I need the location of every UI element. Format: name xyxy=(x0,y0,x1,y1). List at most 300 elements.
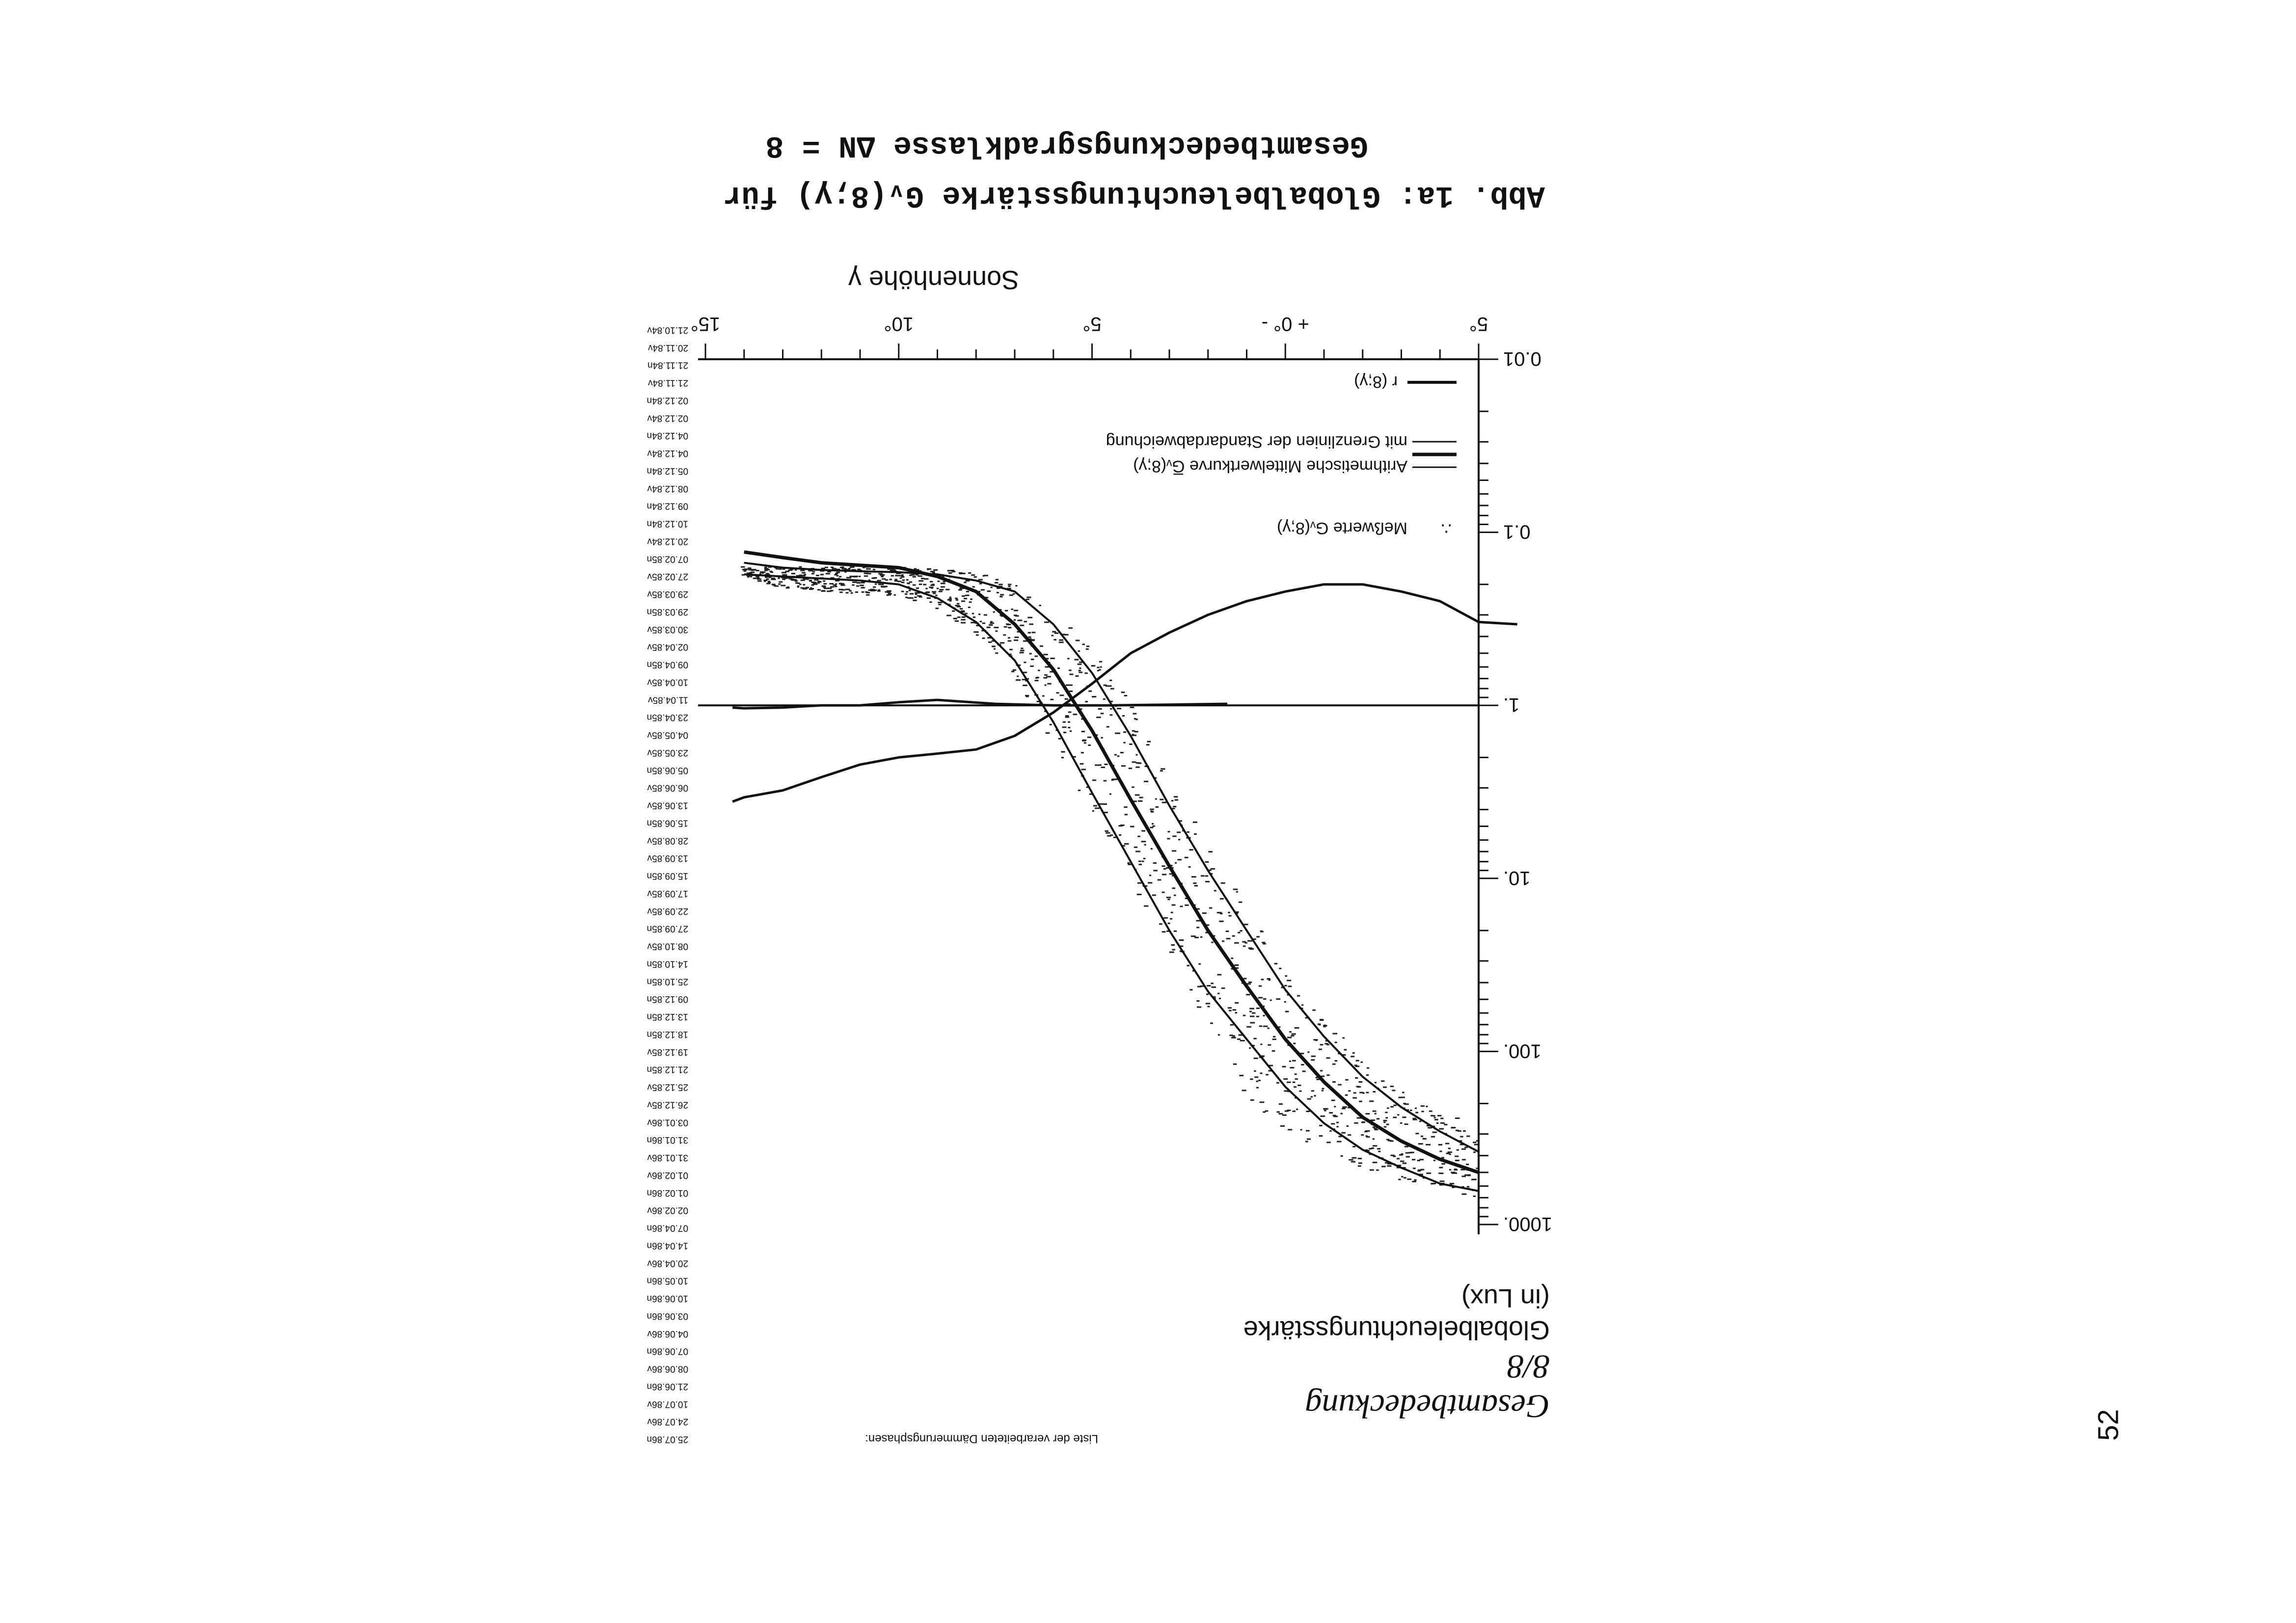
measured-value-point xyxy=(1068,712,1072,713)
panel-title: Gesamtbedeckung xyxy=(1305,1388,1550,1425)
measured-value-point xyxy=(1413,1168,1415,1169)
measured-value-point xyxy=(853,576,857,578)
measured-value-point xyxy=(877,590,881,592)
series-line-2 xyxy=(744,563,1479,1152)
measured-value-point xyxy=(1242,1090,1246,1091)
measured-value-point xyxy=(1253,1038,1256,1039)
measured-value-point xyxy=(750,576,753,577)
measured-value-point xyxy=(1099,764,1102,766)
measured-value-point xyxy=(1385,1112,1387,1113)
measured-value-point xyxy=(1476,1140,1478,1142)
measured-value-point xyxy=(1230,1024,1234,1026)
measured-value-point xyxy=(885,579,888,581)
measured-value-point xyxy=(1332,1033,1337,1035)
phase-list-item: 13.06.85v xyxy=(647,800,688,811)
measured-value-point xyxy=(839,576,841,578)
measured-value-point xyxy=(1274,963,1277,964)
measured-value-point xyxy=(956,599,958,601)
measured-value-point xyxy=(1361,1121,1365,1123)
measured-value-point xyxy=(1376,1170,1379,1171)
measured-value-point xyxy=(1135,767,1140,768)
measured-value-point xyxy=(1081,731,1085,732)
measured-value-point xyxy=(1312,1010,1316,1011)
measured-value-point xyxy=(1311,1056,1316,1057)
measured-value-point xyxy=(1000,642,1004,643)
measured-value-point xyxy=(990,622,994,624)
measured-value-point xyxy=(1172,850,1176,851)
measured-value-point xyxy=(1110,708,1112,710)
measured-value-point xyxy=(1092,696,1096,697)
measured-value-point xyxy=(1135,851,1140,852)
measured-value-point xyxy=(862,591,864,593)
measured-value-point xyxy=(1421,1105,1425,1107)
measured-value-point xyxy=(1136,762,1140,764)
measured-value-point xyxy=(1383,1120,1387,1121)
measured-value-point xyxy=(743,570,746,572)
measured-value-point xyxy=(823,583,827,585)
measured-value-point xyxy=(1117,708,1121,709)
measured-value-point xyxy=(1011,671,1014,672)
measured-value-point xyxy=(1405,1152,1409,1154)
measured-value-point xyxy=(773,584,776,585)
measured-value-point xyxy=(1256,1016,1259,1017)
measured-value-point xyxy=(1375,1113,1377,1115)
measured-value-point xyxy=(1474,1144,1478,1145)
measured-value-point xyxy=(1433,1160,1435,1161)
measured-value-point xyxy=(1052,631,1056,633)
measured-value-point xyxy=(901,591,904,592)
measured-value-point xyxy=(987,590,991,592)
measured-value-point xyxy=(1361,1134,1364,1136)
phase-list-item: 14.04.86n xyxy=(647,1240,688,1251)
measured-value-point xyxy=(1439,1150,1442,1152)
measured-value-point xyxy=(1432,1183,1436,1184)
measured-value-point xyxy=(850,566,855,568)
measured-value-point xyxy=(1106,685,1108,687)
measured-value-point xyxy=(799,584,801,585)
phase-list-item: 20.11.84v xyxy=(648,342,688,353)
measured-value-point xyxy=(1273,1036,1275,1038)
measured-value-point xyxy=(1134,731,1138,732)
measured-value-point xyxy=(1301,1064,1304,1065)
phase-list-item: 13.12.85n xyxy=(647,1011,688,1022)
measured-value-point xyxy=(1342,1037,1345,1038)
measured-value-point xyxy=(971,574,975,576)
measured-value-point xyxy=(1082,643,1085,645)
phase-list-item: 03.06.86n xyxy=(647,1310,688,1321)
measured-value-point xyxy=(1320,1116,1325,1117)
measured-value-point xyxy=(1005,610,1008,612)
measured-value-point xyxy=(1307,1138,1311,1140)
phase-list-item: 02.12.84v xyxy=(647,413,688,424)
measured-value-point xyxy=(1079,667,1081,669)
phase-list-item: 13.09.85v xyxy=(647,853,688,864)
measured-value-point xyxy=(1344,1049,1347,1050)
measured-value-point xyxy=(990,621,993,622)
measured-value-point xyxy=(1314,1095,1316,1096)
measured-value-point xyxy=(1193,882,1196,884)
measured-value-point xyxy=(1091,665,1096,666)
measured-value-point xyxy=(1179,939,1184,941)
measured-value-point xyxy=(1196,1000,1199,1002)
measured-value-point xyxy=(1440,1117,1443,1119)
phase-list-item: 21.11.84v xyxy=(648,377,688,388)
measured-value-point xyxy=(1013,669,1016,671)
measured-value-point xyxy=(1326,1057,1330,1059)
measured-value-point xyxy=(1288,1129,1292,1130)
measured-value-point xyxy=(1467,1186,1469,1188)
measured-value-point xyxy=(1440,1122,1445,1124)
measured-value-point xyxy=(969,601,972,603)
measured-value-point xyxy=(1109,714,1112,716)
measured-value-point xyxy=(1295,1027,1299,1029)
phase-list-item: 05.12.84n xyxy=(647,466,688,476)
phase-list-item: 10.06.86n xyxy=(647,1293,688,1304)
measured-value-point xyxy=(1402,1117,1406,1118)
measured-value-point xyxy=(1017,620,1022,621)
measured-value-point xyxy=(1287,1082,1291,1083)
measured-value-point xyxy=(1085,701,1088,702)
phase-list-item: 10.05.86n xyxy=(647,1276,688,1286)
measured-value-point xyxy=(1095,765,1100,766)
measured-value-point xyxy=(1171,944,1175,946)
measured-value-point xyxy=(1291,1035,1294,1037)
measured-value-point xyxy=(782,579,785,580)
measured-value-point xyxy=(1235,1012,1238,1013)
measured-value-point xyxy=(923,584,926,585)
measured-value-point xyxy=(1305,1141,1308,1143)
measured-value-point xyxy=(1124,806,1127,808)
measured-value-point xyxy=(823,580,825,582)
measured-value-point xyxy=(1180,905,1183,907)
measured-value-point xyxy=(1358,1158,1362,1159)
measured-value-point xyxy=(1319,1049,1322,1050)
phase-list-item: 21.10.84v xyxy=(647,325,688,335)
measured-value-point xyxy=(1027,617,1032,618)
measured-value-point xyxy=(817,589,821,590)
measured-value-point xyxy=(906,591,908,593)
measured-value-point xyxy=(1014,619,1016,621)
measured-value-point xyxy=(1295,1073,1297,1075)
measured-value-point xyxy=(1103,698,1106,700)
measured-value-point xyxy=(1060,694,1064,696)
measured-value-point xyxy=(919,596,922,598)
measured-value-point xyxy=(1259,1025,1263,1027)
measured-value-point xyxy=(1008,585,1010,587)
measured-value-point xyxy=(838,589,843,590)
measured-value-point xyxy=(1113,837,1116,838)
measured-value-point xyxy=(1095,807,1100,809)
measured-value-point xyxy=(1162,931,1166,932)
measured-value-point xyxy=(914,596,917,598)
measured-value-point xyxy=(930,581,933,583)
measured-value-point xyxy=(1434,1119,1438,1120)
measured-value-point xyxy=(1342,1106,1347,1108)
measured-value-point xyxy=(833,585,837,586)
measured-value-point xyxy=(873,586,876,588)
measured-value-point xyxy=(1276,998,1280,1000)
measured-value-point xyxy=(1141,841,1146,842)
measured-value-point xyxy=(1240,1040,1245,1041)
measured-value-point xyxy=(1111,779,1114,781)
measured-value-point xyxy=(791,573,795,574)
phase-list-item: 23.05.85v xyxy=(647,747,688,758)
measured-value-point xyxy=(846,592,849,593)
measured-value-point xyxy=(1068,721,1070,723)
measured-value-point xyxy=(1016,679,1021,681)
measured-value-point xyxy=(1211,942,1213,943)
measured-value-point xyxy=(964,598,967,599)
measured-value-point xyxy=(1260,931,1263,932)
phase-list-item: 31.01.86n xyxy=(647,1135,688,1145)
measured-value-point xyxy=(1276,1082,1279,1084)
measured-value-point xyxy=(1356,1060,1359,1062)
measured-value-point xyxy=(1008,584,1011,585)
measured-value-point xyxy=(1451,1171,1455,1173)
measured-value-point xyxy=(1167,899,1170,900)
measured-value-point xyxy=(891,575,894,577)
measured-value-point xyxy=(748,567,751,569)
measured-value-point xyxy=(1102,803,1107,805)
measured-value-point xyxy=(1078,790,1080,791)
measured-value-point xyxy=(1449,1154,1451,1155)
measured-value-point xyxy=(866,568,871,570)
measured-value-point xyxy=(1174,796,1178,798)
measured-value-point xyxy=(1226,931,1229,932)
measured-value-point xyxy=(997,592,999,593)
measured-value-point xyxy=(1408,1152,1412,1153)
measured-value-point xyxy=(1062,726,1067,728)
measured-value-point xyxy=(1386,1124,1389,1125)
measured-value-point xyxy=(961,619,966,620)
measured-value-point xyxy=(1134,718,1136,719)
phase-list-item: 30.03.85v xyxy=(647,624,688,635)
series-line-1 xyxy=(744,552,1479,1172)
measured-value-point xyxy=(968,572,971,574)
measured-value-point xyxy=(1020,652,1024,653)
measured-value-point xyxy=(1242,941,1246,943)
measured-value-point xyxy=(1124,843,1129,845)
measured-value-point xyxy=(1101,767,1105,768)
measured-value-point xyxy=(1171,800,1173,801)
phase-list-item: 27.09.85n xyxy=(647,923,688,934)
measured-value-point xyxy=(1218,1034,1220,1036)
measured-value-point xyxy=(1079,670,1081,671)
phase-list-item: 19.12.85v xyxy=(647,1046,688,1057)
measured-value-point xyxy=(1473,1142,1476,1143)
measured-value-point xyxy=(802,572,804,574)
measured-value-point xyxy=(826,573,830,574)
measured-value-point xyxy=(1054,633,1058,634)
measured-value-point xyxy=(866,573,871,574)
phase-list-item: 08.12.84v xyxy=(647,483,688,494)
measured-value-point xyxy=(1063,732,1066,733)
phase-list-item: 04.05.85v xyxy=(647,730,688,741)
measured-values-scatter xyxy=(741,566,1479,1197)
measured-value-point xyxy=(1250,1099,1254,1101)
measured-value-point xyxy=(921,578,924,579)
measured-value-point xyxy=(1219,921,1223,922)
measured-value-point xyxy=(1068,627,1073,629)
measured-value-point xyxy=(1167,838,1170,839)
measured-value-point xyxy=(1289,1031,1292,1033)
measured-value-point xyxy=(953,618,957,619)
measured-value-point xyxy=(1355,1065,1359,1067)
measured-value-point xyxy=(799,575,803,576)
measured-value-point xyxy=(1109,680,1112,681)
measured-value-point xyxy=(983,575,985,577)
measured-value-point xyxy=(1234,942,1239,944)
measured-value-point xyxy=(1129,744,1133,745)
measured-value-point xyxy=(1462,1159,1466,1160)
measured-value-point xyxy=(1163,868,1166,870)
measured-value-point xyxy=(1256,1008,1260,1009)
measured-value-point xyxy=(1078,664,1082,665)
y-axis-title-line-2: (in Lux) xyxy=(1461,1283,1550,1313)
measured-value-point xyxy=(1023,685,1027,686)
series-lines xyxy=(732,552,1520,1191)
measured-value-point xyxy=(1221,987,1225,989)
measured-value-point xyxy=(769,571,772,572)
measured-value-point xyxy=(937,588,939,589)
measured-value-point xyxy=(1029,623,1033,625)
measured-value-point xyxy=(1046,732,1050,734)
measured-value-point xyxy=(1228,1007,1232,1009)
measured-value-point xyxy=(782,574,787,576)
measured-value-point xyxy=(816,575,819,576)
measured-value-point xyxy=(1098,708,1102,710)
measured-value-point xyxy=(779,581,783,583)
phase-list-item: 10.12.84n xyxy=(647,518,688,529)
measured-value-point xyxy=(972,613,974,614)
measured-value-point xyxy=(1441,1163,1445,1165)
measured-value-point xyxy=(1237,1038,1241,1040)
measured-value-point xyxy=(1087,737,1091,738)
measured-value-point xyxy=(1159,923,1162,925)
measured-value-point xyxy=(1278,1113,1283,1115)
measured-value-point xyxy=(1404,1123,1408,1125)
measured-value-point xyxy=(1366,1092,1369,1093)
measured-value-point xyxy=(938,604,941,605)
measured-value-point xyxy=(995,582,998,584)
measured-value-point xyxy=(1023,672,1027,673)
measured-value-point xyxy=(1326,1074,1329,1076)
measured-value-point xyxy=(955,620,959,622)
measured-value-point xyxy=(1415,1133,1419,1134)
measured-value-point xyxy=(1263,998,1266,1000)
phase-list-item: 27.02.85v xyxy=(647,571,688,582)
measured-value-point xyxy=(984,614,987,616)
phase-list-item: 26.12.85v xyxy=(647,1099,688,1110)
measured-value-point xyxy=(782,572,786,573)
measured-value-point xyxy=(1174,931,1177,932)
measured-value-point xyxy=(1461,1148,1466,1150)
measured-value-point xyxy=(1329,1112,1333,1114)
measured-value-point xyxy=(1311,1096,1313,1097)
measured-value-point xyxy=(1152,825,1155,827)
phase-list-item: 15.09.85n xyxy=(647,871,688,881)
measured-value-point xyxy=(1139,797,1143,798)
measured-value-point xyxy=(1377,1118,1379,1119)
measured-value-point xyxy=(968,607,971,608)
measured-value-point xyxy=(897,581,901,582)
phase-list-item: 10.07.86v xyxy=(647,1399,688,1410)
measured-value-point xyxy=(929,601,932,603)
measured-value-point xyxy=(1101,713,1104,714)
measured-value-point xyxy=(933,593,936,594)
measured-value-point xyxy=(994,648,996,650)
measured-value-point xyxy=(1211,986,1216,988)
measured-value-point xyxy=(1354,1122,1358,1124)
measured-value-point xyxy=(1358,1165,1361,1167)
measured-value-point xyxy=(1410,1110,1412,1111)
measured-value-point xyxy=(845,588,850,590)
measured-value-point xyxy=(1386,1139,1390,1141)
measured-value-point xyxy=(1445,1143,1450,1144)
measured-value-point xyxy=(1117,733,1120,734)
measured-value-point xyxy=(1279,968,1281,969)
measured-value-point xyxy=(1130,707,1134,708)
measured-value-point xyxy=(1044,674,1048,676)
measured-value-point xyxy=(1461,1194,1466,1195)
measured-value-point xyxy=(1361,1062,1363,1063)
figure-rotated-group xyxy=(647,128,1552,1445)
measured-value-point xyxy=(1084,742,1086,744)
phase-list-item: 20.04.86v xyxy=(647,1258,688,1269)
measured-value-point xyxy=(1383,1087,1387,1088)
measured-value-point xyxy=(935,595,937,596)
measured-value-point xyxy=(1404,1177,1406,1178)
measured-value-point xyxy=(1373,1162,1378,1163)
measured-value-point xyxy=(1065,698,1068,700)
measured-value-point xyxy=(1254,1076,1258,1078)
measured-value-point xyxy=(1125,814,1128,815)
phase-list-item: 04.12.84n xyxy=(647,430,688,441)
measured-value-point xyxy=(902,580,905,581)
measured-value-point xyxy=(1008,640,1012,641)
measured-value-point xyxy=(742,574,744,576)
measured-value-point xyxy=(958,589,962,590)
measured-value-point xyxy=(1194,833,1197,835)
measured-value-point xyxy=(1172,949,1175,951)
measured-value-point xyxy=(1046,676,1051,677)
x-tick-label: 5° xyxy=(1469,313,1488,335)
phase-list-item: 05.06.85n xyxy=(647,765,688,775)
measured-value-point xyxy=(1207,985,1211,986)
measured-value-point xyxy=(1009,649,1012,650)
measured-value-point xyxy=(1187,831,1189,833)
measured-value-point xyxy=(1468,1174,1471,1176)
measured-value-point xyxy=(1029,653,1032,654)
measured-value-point xyxy=(1153,870,1158,871)
measured-value-point xyxy=(992,646,996,647)
measured-value-point xyxy=(1329,1130,1331,1132)
measured-value-point xyxy=(1073,714,1077,715)
phase-list xyxy=(647,325,688,1444)
measured-value-point xyxy=(1249,1008,1254,1010)
measured-value-point xyxy=(973,616,975,618)
measured-value-point xyxy=(1466,1164,1469,1165)
measured-value-point xyxy=(1092,810,1094,812)
phase-list-item: 06.06.85v xyxy=(647,782,688,793)
measured-value-point xyxy=(751,572,755,573)
measured-value-point xyxy=(1088,691,1092,692)
measured-value-point xyxy=(1358,1081,1362,1083)
measured-value-point xyxy=(1189,849,1193,851)
measured-value-point xyxy=(1137,836,1140,837)
legend-measured-symbol: ∴ xyxy=(1441,519,1452,537)
measured-value-point xyxy=(1313,1039,1318,1040)
